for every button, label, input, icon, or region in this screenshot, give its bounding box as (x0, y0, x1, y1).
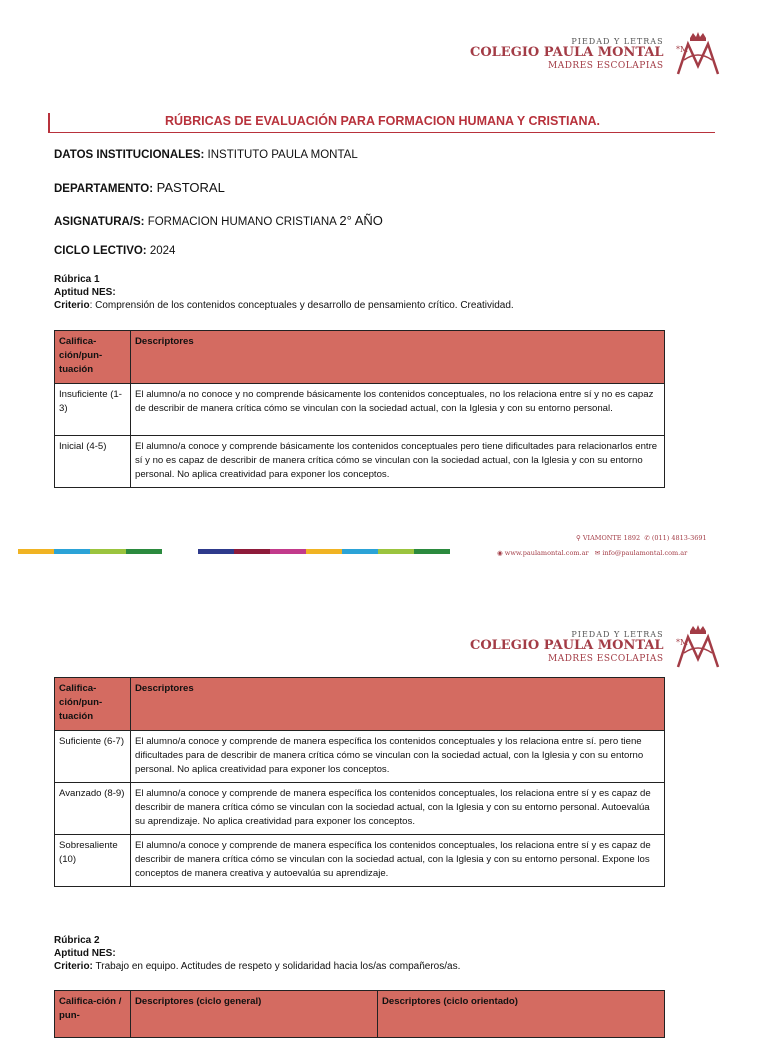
descriptor-cell: El alumno/a conoce y comprende básicamente los contenidos conceptuales pero tiene dificultades para relacionarlos entre sí y no es capaz de describir de manera crítica cómo se vinculan con la sociedad actual, con la Iglesia y con su entorno personal. No aplica creatividad para exponer los conceptos. (131, 436, 665, 488)
grade-cell: Inicial (4-5) (55, 436, 131, 488)
logo-school-name: COLEGIO PAULA MONTAL (470, 637, 664, 653)
grade-cell: Suficiente (6-7) (55, 731, 131, 783)
stripe-segment (162, 549, 198, 554)
stripe-segment (270, 549, 306, 554)
grade-cell: Sobresaliente (10) (55, 835, 131, 887)
table-row (55, 783, 665, 835)
descriptor-cell: El alumno/a conoce y comprende de manera específica los contenidos conceptuales, los relaciona entre sí y es capaz de describir de manera crítica cómo se vinculan con la sociedad actual, con la Iglesia y con su entorno personal. Autoevalúa su aprendizaje. No aplica creatividad para exponer los conceptos. (131, 783, 665, 835)
school-logo-page-2 (470, 623, 722, 671)
table-row (55, 384, 665, 436)
title-bar (48, 113, 715, 133)
rubrica-2-table (54, 990, 665, 1038)
logo-school-name: COLEGIO PAULA MONTAL (470, 44, 664, 60)
table-header-row (55, 331, 665, 384)
header-descriptores-general: Descriptores (ciclo general) (131, 991, 378, 1038)
rubrica-2-intro (54, 934, 460, 973)
field-departamento: DEPARTAMENTO: PASTORAL (54, 180, 225, 195)
header-descriptores: Descriptores (131, 331, 665, 384)
table-header-row (55, 991, 665, 1038)
logo-motto: PIEDAD Y LETRAS (571, 629, 664, 639)
header-calificacion: Califica-ción/pun-tuación (55, 331, 131, 384)
grade-cell: Insuficiente (1-3) (55, 384, 131, 436)
table-row (55, 731, 665, 783)
svg-text:*M: *M (675, 638, 688, 647)
stripe-segment (342, 549, 378, 554)
stripe-segment (198, 549, 234, 554)
footer-color-stripe (18, 549, 486, 554)
stripe-segment (450, 549, 486, 554)
logo-subtitle: MADRES ESCOLAPIAS (547, 653, 664, 664)
document-title: RÚBRICAS DE EVALUACIÓN PARA FORMACION HUMANA Y CRISTIANA. (165, 114, 600, 128)
email-link[interactable]: info@paulamontal.com.ar (602, 549, 688, 557)
rubrica-1-intro (54, 273, 514, 312)
website-link[interactable]: www.paulamontal.com.ar (504, 549, 589, 557)
field-asignatura: ASIGNATURA/S: FORMACION HUMANO CRISTIANA 2° AÑO (54, 213, 383, 228)
location-pin-icon: ⚲ (576, 534, 581, 542)
rubrica-2-title: Rúbrica 2 (54, 935, 100, 946)
logo-subtitle: MADRES ESCOLAPIAS (547, 60, 664, 71)
field-datos-institucionales: DATOS INSTITUCIONALES: INSTITUTO PAULA MONTAL (54, 149, 358, 161)
phone-icon: ✆ (644, 534, 650, 542)
stripe-segment (306, 549, 342, 554)
email-icon: ✉ (594, 549, 601, 557)
globe-icon: ◉ (497, 549, 503, 557)
rubrica-1-criterio: Criterio: Comprensión de los contenidos conceptuales y desarrollo de pensamiento crítico. Creatividad. (54, 300, 514, 311)
table-row (55, 835, 665, 887)
table-header-row (55, 678, 665, 731)
field-ciclo-lectivo: CICLO LECTIVO: 2024 (54, 245, 176, 257)
descriptor-cell: El alumno/a conoce y comprende de manera específica los contenidos conceptuales, los relaciona entre sí y es capaz de describir de manera crítica cómo se vinculan con la sociedad actual, con la Iglesia y con su entorno personal. Expone los conceptos de manera creativa y autoevalúa su aprendizaje. (131, 835, 665, 887)
stripe-segment (54, 549, 90, 554)
stripe-segment (414, 549, 450, 554)
rubrica-1-aptitud: Aptitud NES: (54, 287, 116, 298)
stripe-segment (234, 549, 270, 554)
rubrica-1-title: Rúbrica 1 (54, 274, 100, 285)
rubrica-1-table-continued (54, 677, 665, 887)
footer-address-line: ⚲ VIAMONTE 1892 ✆ (011) 4813-3691 (576, 534, 707, 542)
header-descriptores: Descriptores (131, 678, 665, 731)
header-descriptores-orientado: Descriptores (ciclo orientado) (378, 991, 665, 1038)
logo-motto: PIEDAD Y LETRAS (571, 36, 664, 46)
table-row (55, 436, 665, 488)
stripe-segment (126, 549, 162, 554)
stripe-segment (378, 549, 414, 554)
rubrica-2-criterio: Criterio: Trabajo en equipo. Actitudes de respeto y solidaridad hacia los/as compañeros/as. (54, 961, 461, 972)
stripe-segment (90, 549, 126, 554)
header-calificacion: Califica-ción / pun- (55, 991, 131, 1038)
descriptor-cell: El alumno/a no conoce y no comprende básicamente los contenidos conceptuales, no los relaciona entre sí y no es capaz de describir de manera crítica cómo se vinculan con la sociedad actual, con la Iglesia y con su entorno personal. (131, 384, 665, 436)
svg-text:*M: *M (675, 45, 688, 54)
rubrica-1-table (54, 330, 665, 488)
school-crest-icon (674, 623, 722, 671)
rubrica-2-aptitud: Aptitud NES: (54, 948, 116, 959)
school-logo (470, 30, 722, 78)
grade-cell: Avanzado (8-9) (55, 783, 131, 835)
header-calificacion: Califica-ción/pun-tuación (55, 678, 131, 731)
school-crest-icon (674, 30, 722, 78)
footer-web-line (497, 549, 687, 557)
descriptor-cell: El alumno/a conoce y comprende de manera específica los contenidos conceptuales y los relaciona entre sí. pero tiene dificultades para de describir de manera crítica cómo se vinculan con la sociedad actual, con la Iglesia y con su entorno personal. No aplica creatividad para exponer los conceptos. (131, 731, 665, 783)
stripe-segment (18, 549, 54, 554)
